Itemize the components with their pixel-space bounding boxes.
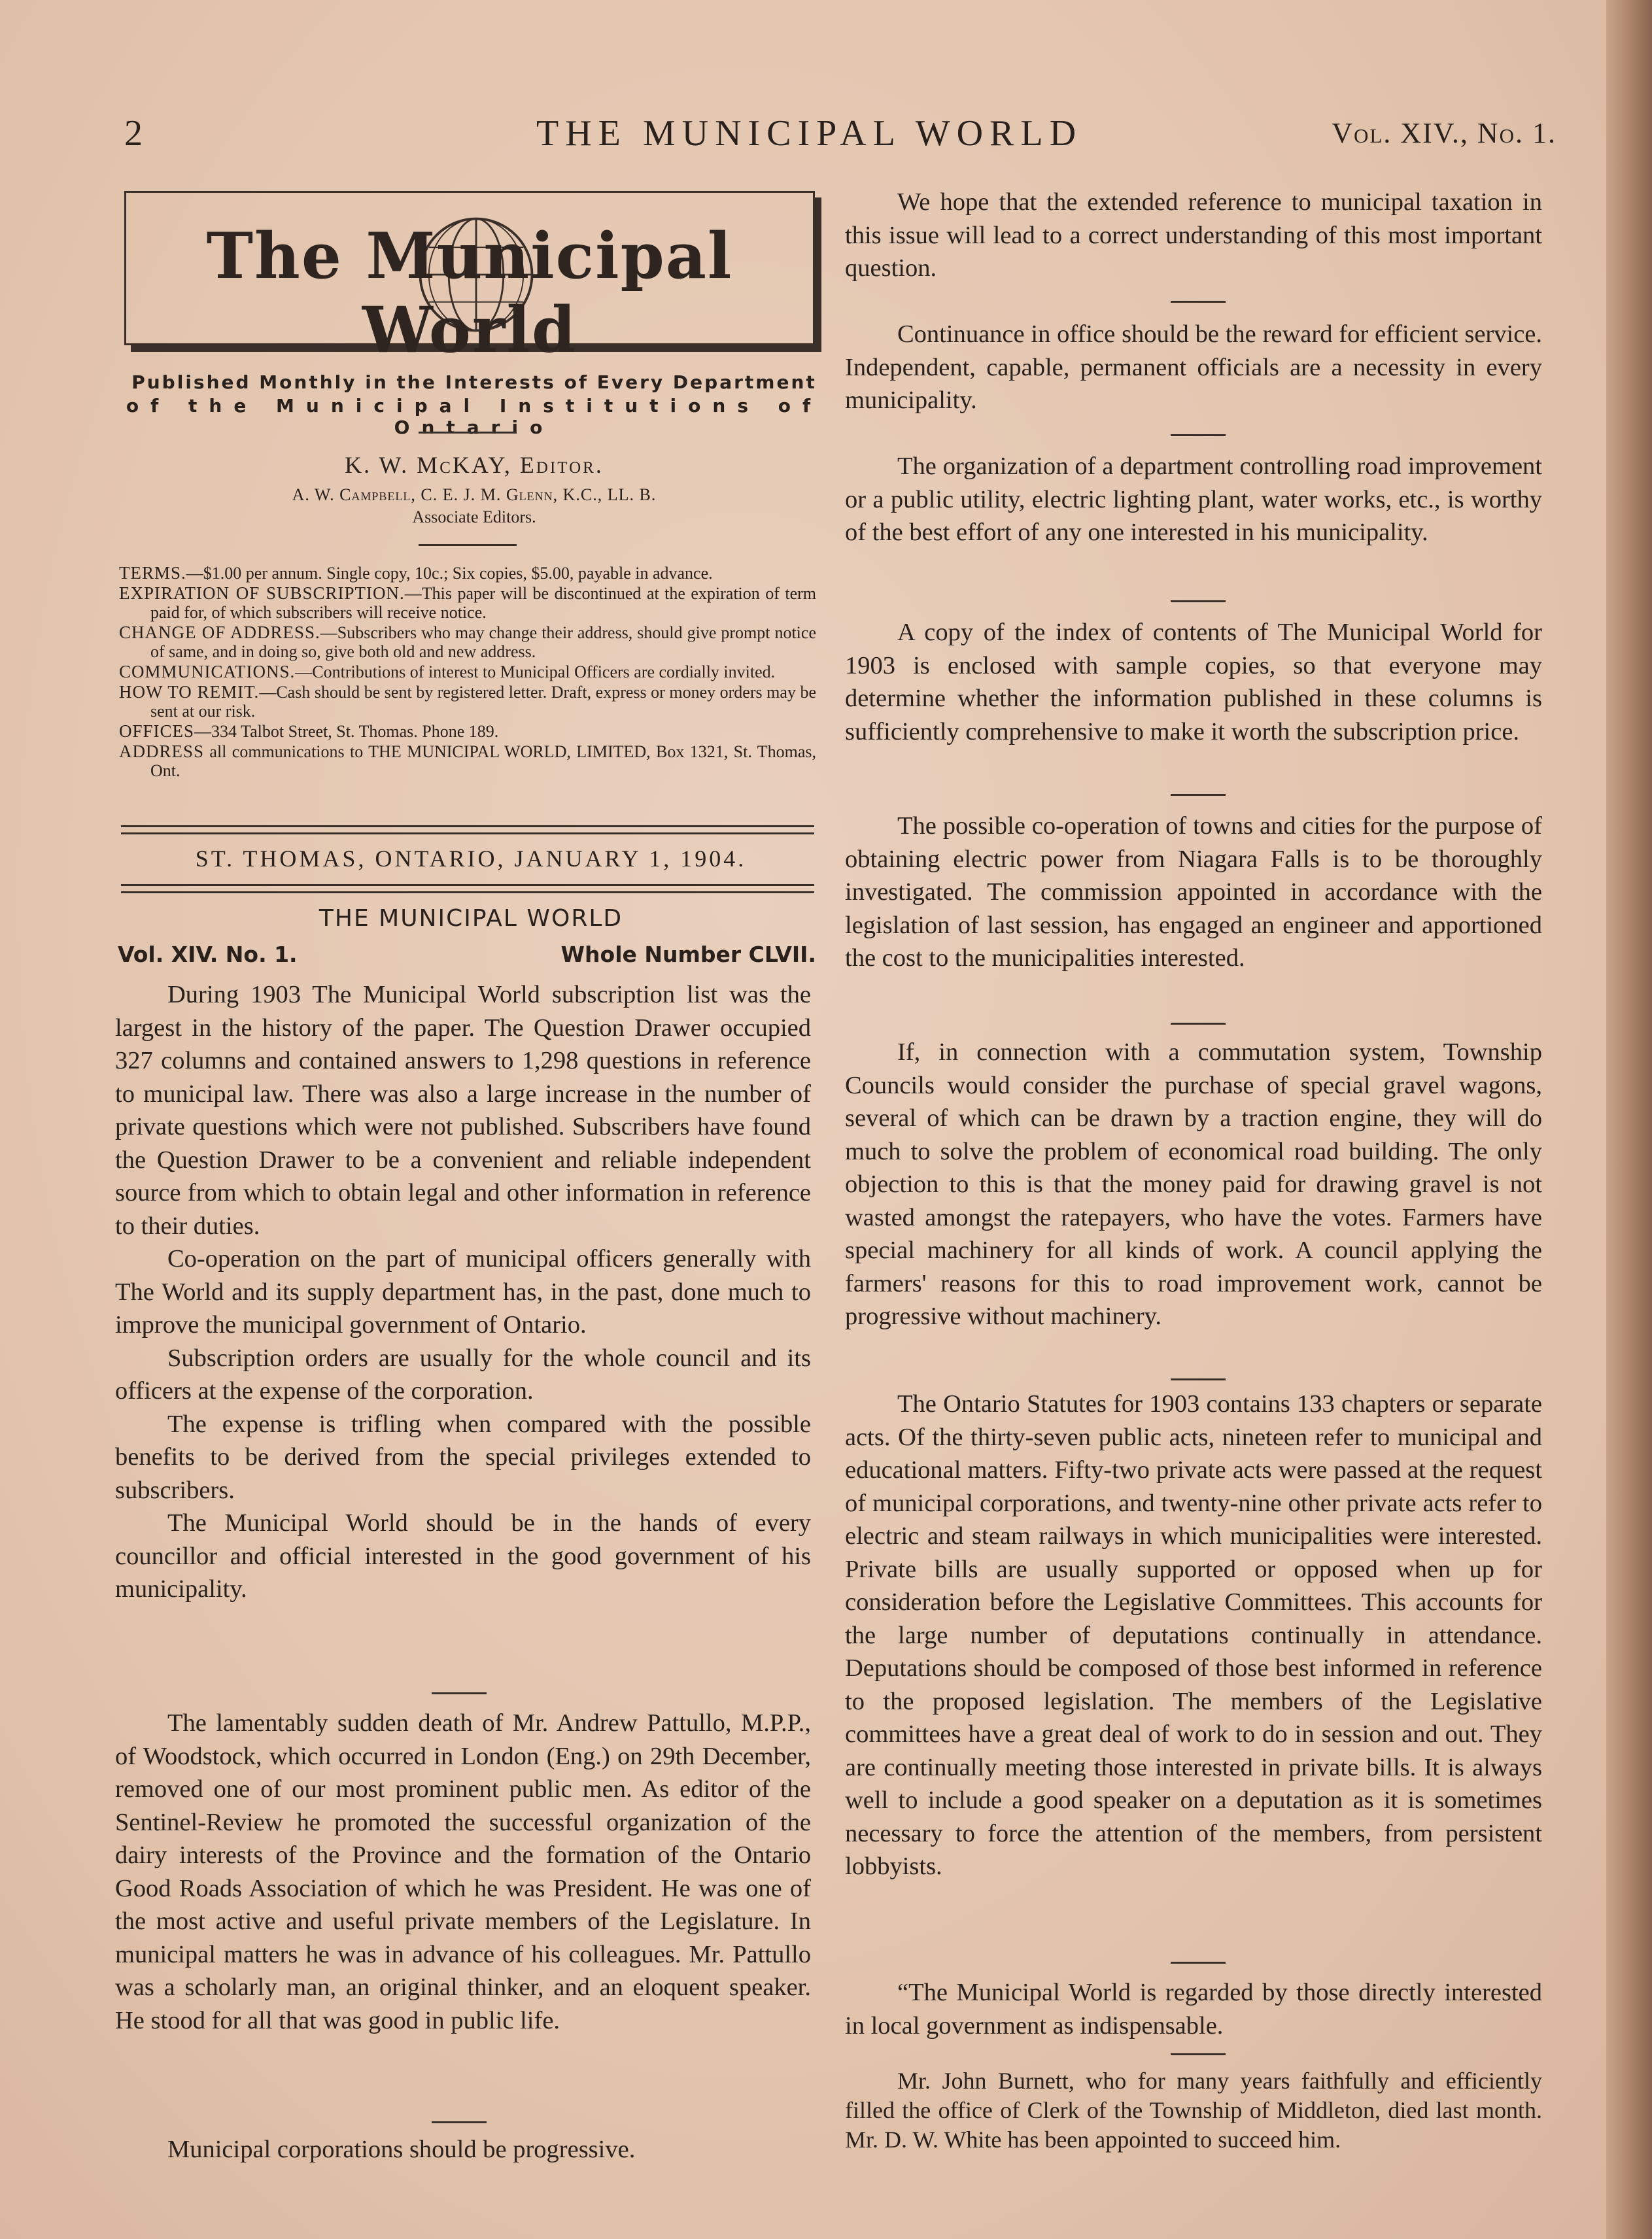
terms-item: TERMS.—$1.00 per annum. Single copy, 10c.; Six copies, $5.00, payable in advance. <box>119 563 713 583</box>
right-column-item <box>845 2066 1542 2155</box>
paragraph: Co-operation on the part of municipal officers generally with The World and its supply department has, in the past, done much to improve the municipal government of Ontario. <box>115 1245 811 1339</box>
paragraph: A copy of the index of contents of The Municipal World for 1903 is enclosed with sample copies, so that everyone may determine whether the information published in these columns is sufficiently comprehensive to make it worth the subscription price. <box>845 619 1542 745</box>
right-column-item <box>845 616 1542 748</box>
dateline: ST. THOMAS, ONTARIO, JANUARY 1, 1904. <box>195 846 747 872</box>
divider <box>1171 301 1226 303</box>
left-column-text-2 <box>115 1707 811 2037</box>
paragraph: Mr. John Burnett, who for many years faithfully and efficiently filled the office of Clerk of the Township of Middleton, died last month. Mr. D. W. White has been appointed to succeed him. <box>845 2068 1542 2153</box>
issue-volume-line <box>118 942 816 967</box>
divider <box>432 2121 487 2123</box>
issue-whole-number: Whole Number CLVII. <box>560 942 816 967</box>
right-column-item <box>845 1036 1542 1333</box>
left-column-text-3 <box>115 2133 811 2166</box>
running-header <box>118 112 1557 165</box>
divider <box>432 1692 487 1694</box>
divider <box>1171 1962 1226 1964</box>
divider <box>419 544 517 546</box>
editor-line: K. W. McKAY, Editor. <box>345 452 604 478</box>
divider <box>1171 434 1226 436</box>
divider <box>1171 600 1226 602</box>
terms-item: OFFICES—334 Talbot Street, St. Thomas. Phone 189. <box>119 721 499 741</box>
double-divider <box>121 825 814 834</box>
divider <box>1171 2053 1226 2055</box>
masthead-logo-text: The Municipal World <box>206 219 733 367</box>
paragraph: The Municipal World should be in the hands of every councillor and official interested in the good government of his municipality. <box>115 1509 811 1603</box>
right-column-item <box>845 318 1542 417</box>
issue-vol-no: Vol. XIV. No. 1. <box>118 942 298 967</box>
page-number: 2 <box>124 113 143 154</box>
paragraph: The Ontario Statutes for 1903 contains 133 chapters or separate acts. Of the thirty-seven public acts, nineteen refer to municipal and educational matters. Fifty-two private acts were passed at the request of municipal corporations, and twenty-nine other private acts refer to electric and steam railways in which municipalities were interested. Private bills are usually supported or opposed when up for consideration before the Legislative Committees. This accounts for the large number of deputations continually in attendance. Deputations should be composed of those best informed in reference to the proposed legislation. The members of the Legislative committees have a great deal of work to do in session and out. They are continually meeting those interested in private bills. It is always well to include a good speaker on a deputation as it is sometimes necessary to force the attention of the members, from persistent lobbyists. <box>845 1390 1542 1880</box>
double-divider <box>121 884 814 893</box>
divider <box>1171 1378 1226 1380</box>
paragraph: If, in connection with a commutation system, Township Councils would consider the purchase of special gravel wagons, several of which can be drawn by a traction engine, they will do much to solve the problem of economical road building. The only objection to this is that the money paid for drawing gravel is not wasted amongst the ratepayers, who have the votes. Farmers have special machinery for all kinds of work. A council applying the farmers' reasons for this to road improvement work, cannot be progressive without machinery. <box>845 1038 1542 1330</box>
divider <box>1171 794 1226 796</box>
paragraph: “The Municipal World is regarded by those directly interested in local government as indispensable. <box>845 1979 1542 2040</box>
masthead-subtitle-line1: Published Monthly in the Interests of Every Department <box>131 371 817 393</box>
terms-item: HOW TO REMIT.—Cash should be sent by registered letter. Draft, express or money orders may be sent at our risk. <box>119 682 816 721</box>
paragraph: The expense is trifling when compared with the possible benefits to be derived from the special privileges extended to subscribers. <box>115 1410 811 1504</box>
masthead-subtitle-line2: of the Municipal Institutions of Ontario <box>126 395 823 438</box>
right-column-item <box>845 810 1542 975</box>
subscription-terms <box>119 564 816 781</box>
paragraph: Subscription orders are usually for the whole council and its officers at the expense of the corporation. <box>115 1344 811 1405</box>
issue-heading: THE MUNICIPAL WORLD <box>318 905 623 932</box>
terms-item: EXPIRATION OF SUBSCRIPTION.—This paper will be discontinued at the expiration of term paid for, of which subscribers will receive notice. <box>119 583 817 622</box>
paragraph: We hope that the extended reference to municipal taxation in this issue will lead to a correct understanding of this most important question. <box>845 188 1542 282</box>
left-column-text-1 <box>115 978 811 1606</box>
terms-item: COMMUNICATIONS.—Contributions of interest to Municipal Officers are cordially invited. <box>119 662 776 681</box>
paragraph: The lamentably sudden death of Mr. Andrew Pattullo, M.P.P., of Woodstock, which occurred in London (Eng.) on 29th December, removed one of our most prominent public men. As editor of the Sentinel-Review he promoted the successful organization of the dairy interests of the Province and the formation of the Ontario Good Roads Association of which he was President. He was one of the most active and useful private members of the Legislature. In municipal matters he was in advance of his colleagues. Mr. Pattullo was a scholarly man, an original thinker, and an eloquent speaker. He stood for all that was good in public life. <box>115 1709 811 2034</box>
divider <box>419 432 517 434</box>
paragraph: Municipal corporations should be progressive. <box>167 2136 636 2163</box>
associate-editors: A. W. Campbell, C. E. J. M. Glenn, K.C., LL. B. <box>292 485 657 504</box>
paragraph: During 1903 The Municipal World subscription list was the largest in the history of the paper. The Question Drawer occupied 327 columns and contained answers to 1,298 questions in reference to municipal law. There was also a large increase in the number of private questions which were not published. Subscribers have found the Question Drawer to be a convenient and reliable independent source from which to obtain legal and other information in reference to their duties. <box>115 981 811 1240</box>
volume-number: Vol. XIV., No. 1. <box>1332 117 1557 149</box>
paragraph: Continuance in office should be the reward for efficient service. Independent, capable, permanent officials are a necessity in every municipality. <box>845 320 1542 414</box>
divider <box>1171 1023 1226 1025</box>
right-column-item <box>845 450 1542 549</box>
terms-item: CHANGE OF ADDRESS.—Subscribers who may change their address, should give prompt notice of same, and in doing so, give both old and new address. <box>119 623 816 661</box>
right-column-item <box>845 1976 1542 2042</box>
right-column-item <box>845 186 1542 285</box>
masthead <box>124 191 815 367</box>
paragraph: The organization of a department controlling road improvement or a public utility, electric lighting plant, water works, etc., is worthy of the best effort of any one interested in his municipality. <box>845 453 1542 546</box>
terms-item: ADDRESS all communications to THE MUNICIPAL WORLD, LIMITED, Box 1321, St. Thomas, Ont. <box>119 742 816 780</box>
right-column-item <box>845 1388 1542 1883</box>
paragraph: The possible co-operation of towns and cities for the purpose of obtaining electric power from Niagara Falls is to be thoroughly investigated. The commission appointed in accordance with the legislation of last session, has engaged an engineer and apportioned the cost to the municipalities interested. <box>845 812 1542 972</box>
publication-title: THE MUNICIPAL WORLD <box>536 113 1083 154</box>
associate-editors-label: Associate Editors. <box>412 507 536 526</box>
page-binding-edge <box>1606 0 1652 2239</box>
